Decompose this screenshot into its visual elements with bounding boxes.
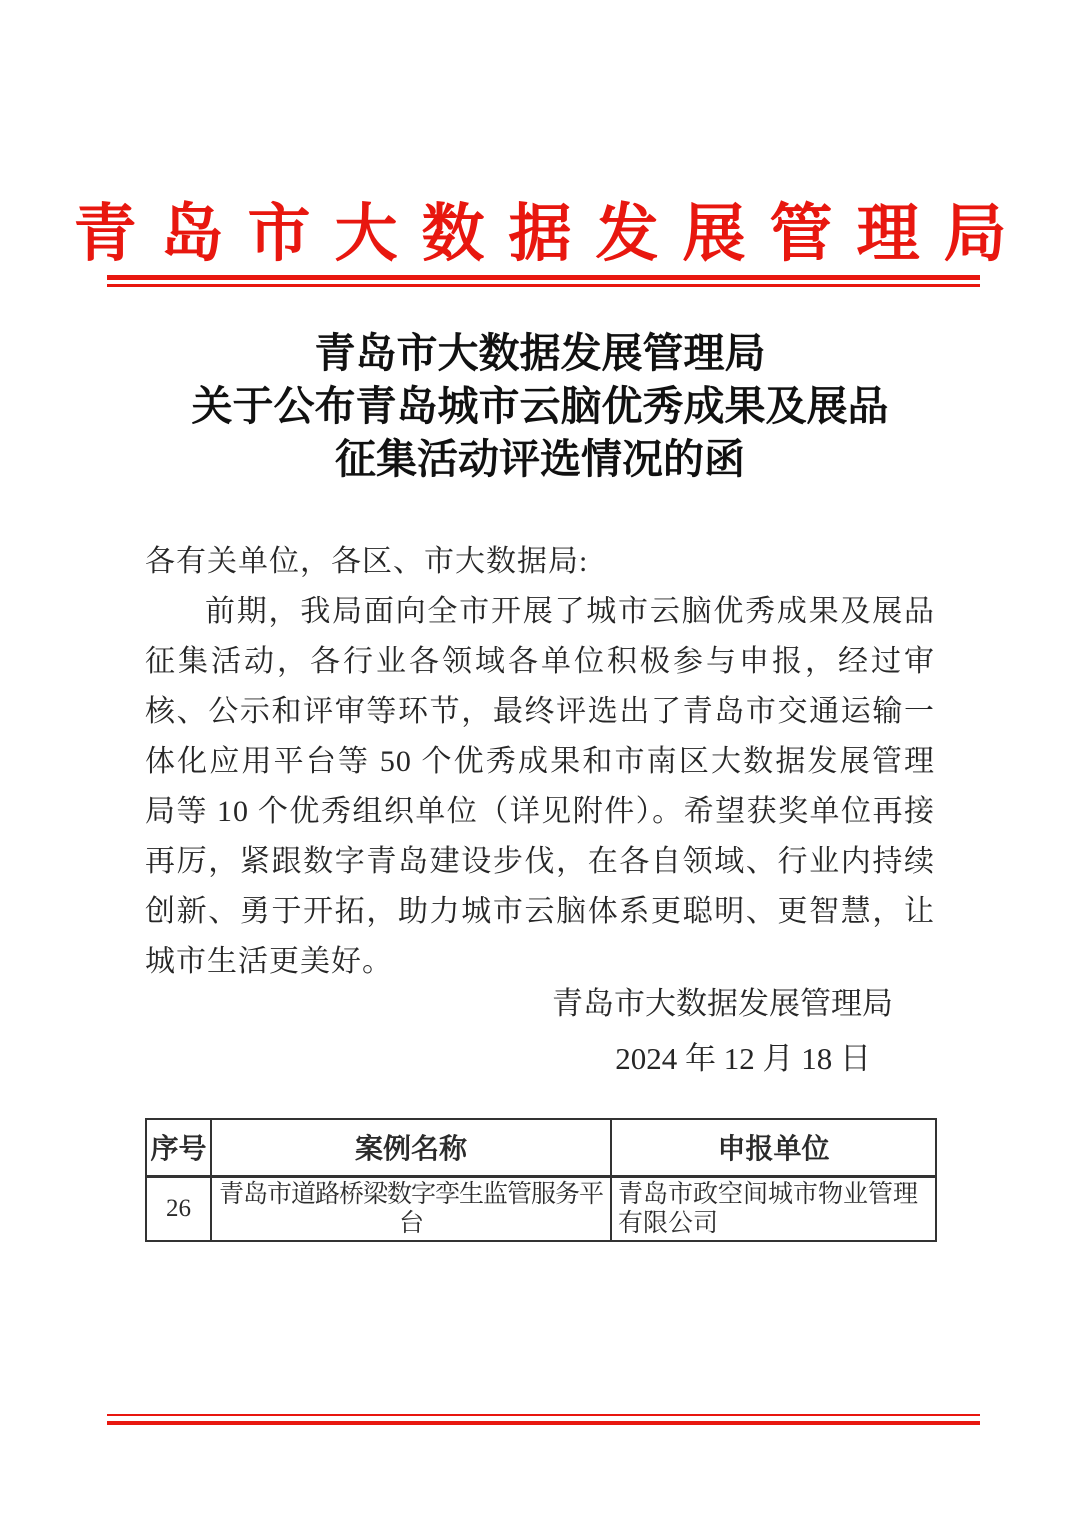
signature-date: 2024 年 12 月 18 日 — [615, 1041, 871, 1076]
letterhead-agency-title: 青岛市大数据发展管理局 — [73, 199, 1031, 269]
award-table — [145, 1118, 937, 1242]
footer-rule-thin — [107, 1414, 980, 1416]
salutation-line: 各有关单位，各区、市大数据局: — [145, 545, 589, 578]
award-table-header-row — [146, 1119, 936, 1176]
document-body — [145, 537, 935, 987]
document-title-line-3: 征集活动评选情况的函 — [335, 436, 745, 482]
cell-organization: 青岛市政空间城市物业管理有限公司 — [611, 1176, 936, 1241]
body-paragraph: 前期，我局面向全市开展了城市云脑优秀成果及展品征集活动，各行业各领域各单位积极参与申报，经过审核、公示和评审等环节，最终评选出了青岛市交通运输一体化应用平台等 50 个优秀成果和市南区大数据发展管理局等 10 个优秀组织单位（详见附件）。希望获奖单位再接再厉，紧跟数字青岛建设步伐，在各自领域、行业内持续创新、勇于开拓，助力城市云脑体系更聪明、更智慧，让城市生活更美好。 — [145, 595, 935, 978]
letterhead-rule-thick — [107, 275, 980, 280]
signature-agency: 青岛市大数据发展管理局 — [552, 986, 893, 1021]
document-title — [0, 327, 1080, 486]
letterhead-rule-thin — [107, 284, 980, 287]
footer-rule-thick — [107, 1421, 980, 1425]
table-row — [146, 1176, 936, 1241]
cell-case-name: 青岛市道路桥梁数字孪生监管服务平台 — [211, 1176, 611, 1241]
cell-serial-number: 26 — [146, 1176, 211, 1241]
header-serial-number: 序号 — [146, 1119, 211, 1176]
header-case-name: 案例名称 — [211, 1119, 611, 1176]
document-title-line-2: 关于公布青岛城市云脑优秀成果及展品 — [191, 383, 889, 429]
signature-block — [145, 976, 935, 1086]
header-organization: 申报单位 — [611, 1119, 936, 1176]
document-title-line-1: 青岛市大数据发展管理局 — [314, 330, 766, 376]
